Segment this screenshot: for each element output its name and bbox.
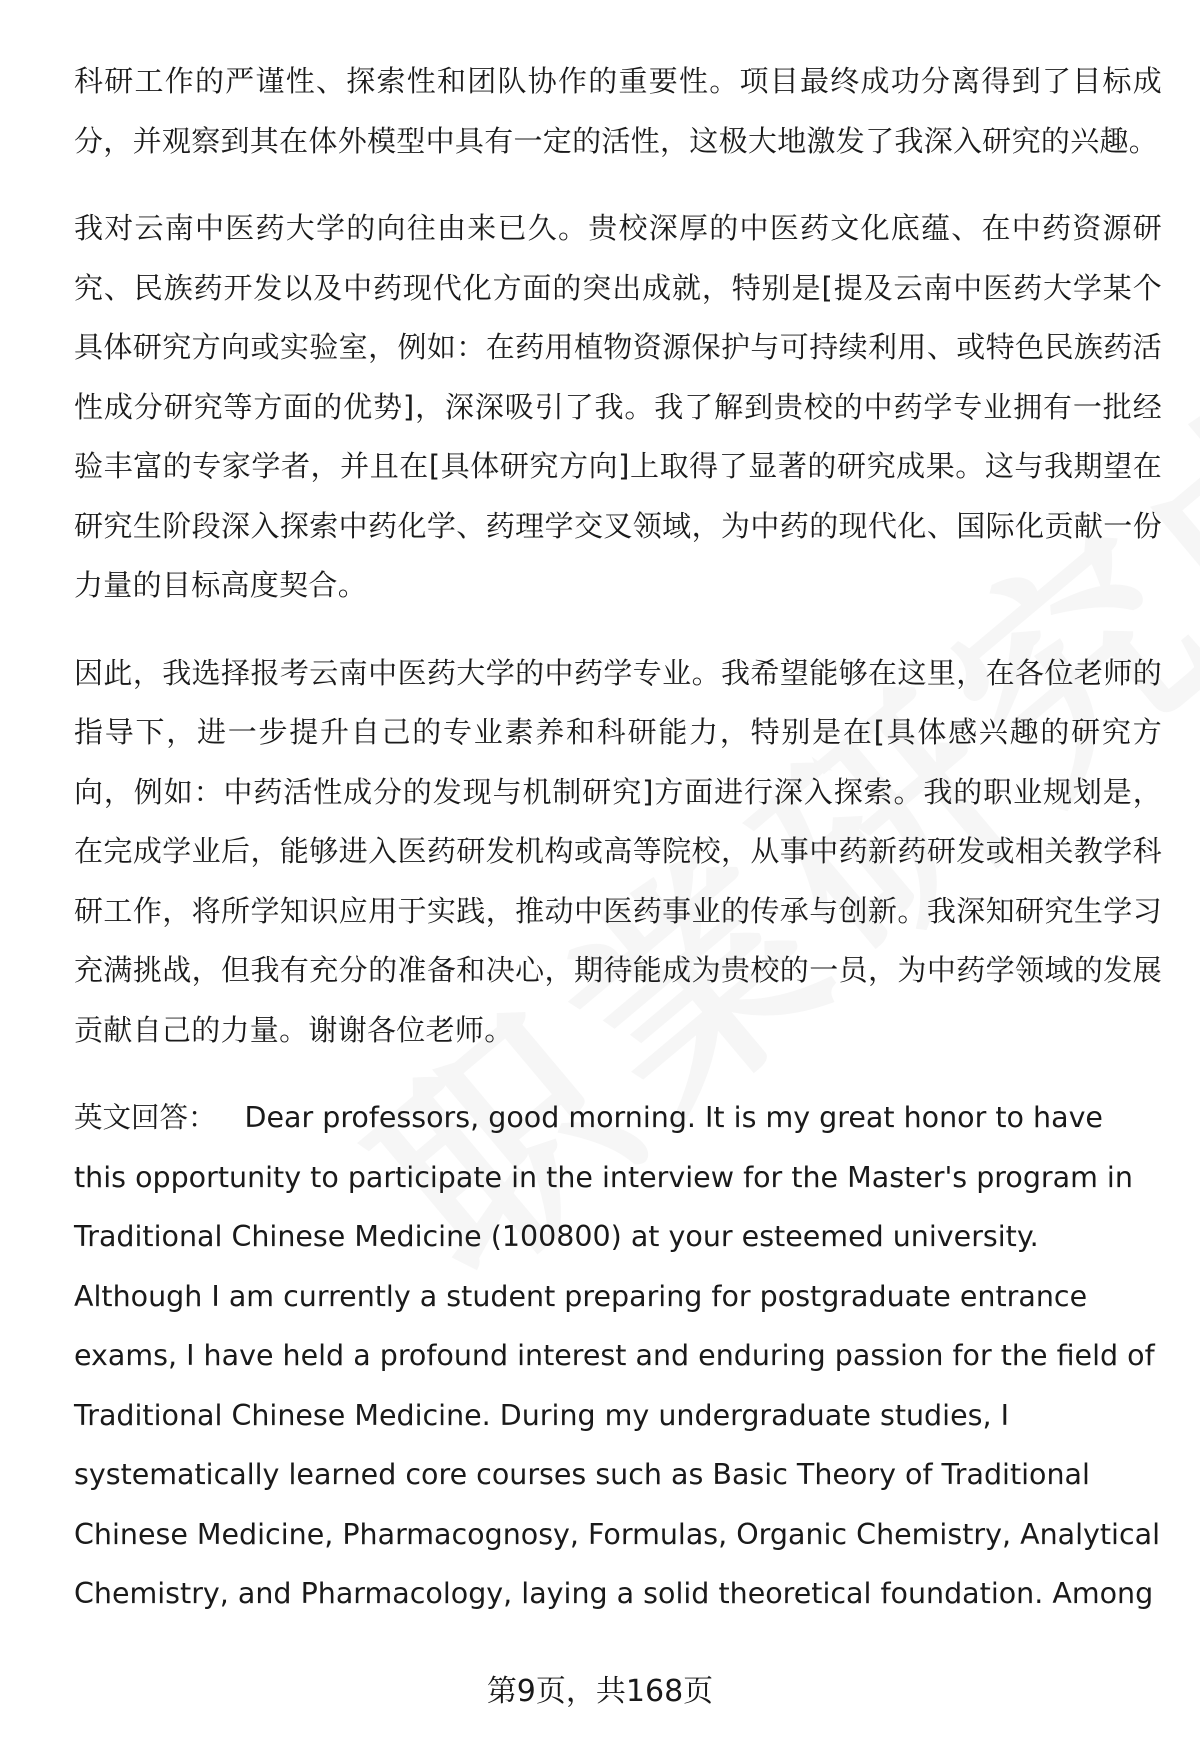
- english-answer-text: Dear professors, good morning. It is my great honor to have this opportunity to participate in the interview for the Master's program in Traditional Chinese Medicine (100800) at your esteemed university. Although I am currently a student preparing for postgraduate entrance exams, I have held a profound interest and enduring passion for the field of Traditional Chinese Medicine. During my undergraduate studies, I systematically learned core courses such as Basic Theory of Traditional Chinese Medicine, Pharmacognosy, Formulas, Organic Chemistry, Analytical Chemistry, and Pharmacology, laying a solid theoretical foundation. Among: [74, 1101, 1170, 1610]
- document-body: [74, 52, 1170, 1652]
- paragraph-2: 我对云南中医药大学的向往由来已久。贵校深厚的中医药文化底蕴、在中药资源研究、民族药开发以及中药现代化方面的突出成就，特别是[提及云南中医药大学某个具体研究方向或实验室，例如：在药用植物资源保护与可持续利用、或特色民族药活性成分研究等方面的优势]，深深吸引了我。我了解到贵校的中药学专业拥有一批经验丰富的专家学者，并且在[具体研究方向]上取得了显著的研究成果。这与我期望在研究生阶段深入探索中药化学、药理学交叉领域，为中药的现代化、国际化贡献一份力量的目标高度契合。: [74, 211, 1162, 602]
- paragraph-1: 科研工作的严谨性、探索性和团队协作的重要性。项目最终成功分离得到了目标成分，并观察到其在体外模型中具有一定的活性，这极大地激发了我深入研究的兴趣。: [74, 64, 1162, 158]
- english-answer-paragraph: [74, 1088, 1170, 1624]
- paragraph-3: 因此，我选择报考云南中医药大学的中药学专业。我希望能够在这里，在各位老师的指导下，进一步提升自己的专业素养和科研能力，特别是在[具体感兴趣的研究方向，例如：中药活性成分的发现与机制研究]方面进行深入探索。我的职业规划是，在完成学业后，能够进入医药研发机构或高等院校，从事中药新药研发或相关教学科研工作，将所学知识应用于实践，推动中医药事业的传承与创新。我深知研究生学习充满挑战，但我有充分的准备和决心，期待能成为贵校的一员，为中药学领域的发展贡献自己的力量。谢谢各位老师。: [74, 655, 1162, 1047]
- english-answer-label: 英文回答：: [74, 1101, 217, 1134]
- page-number: 第9页，共168页: [486, 1674, 714, 1709]
